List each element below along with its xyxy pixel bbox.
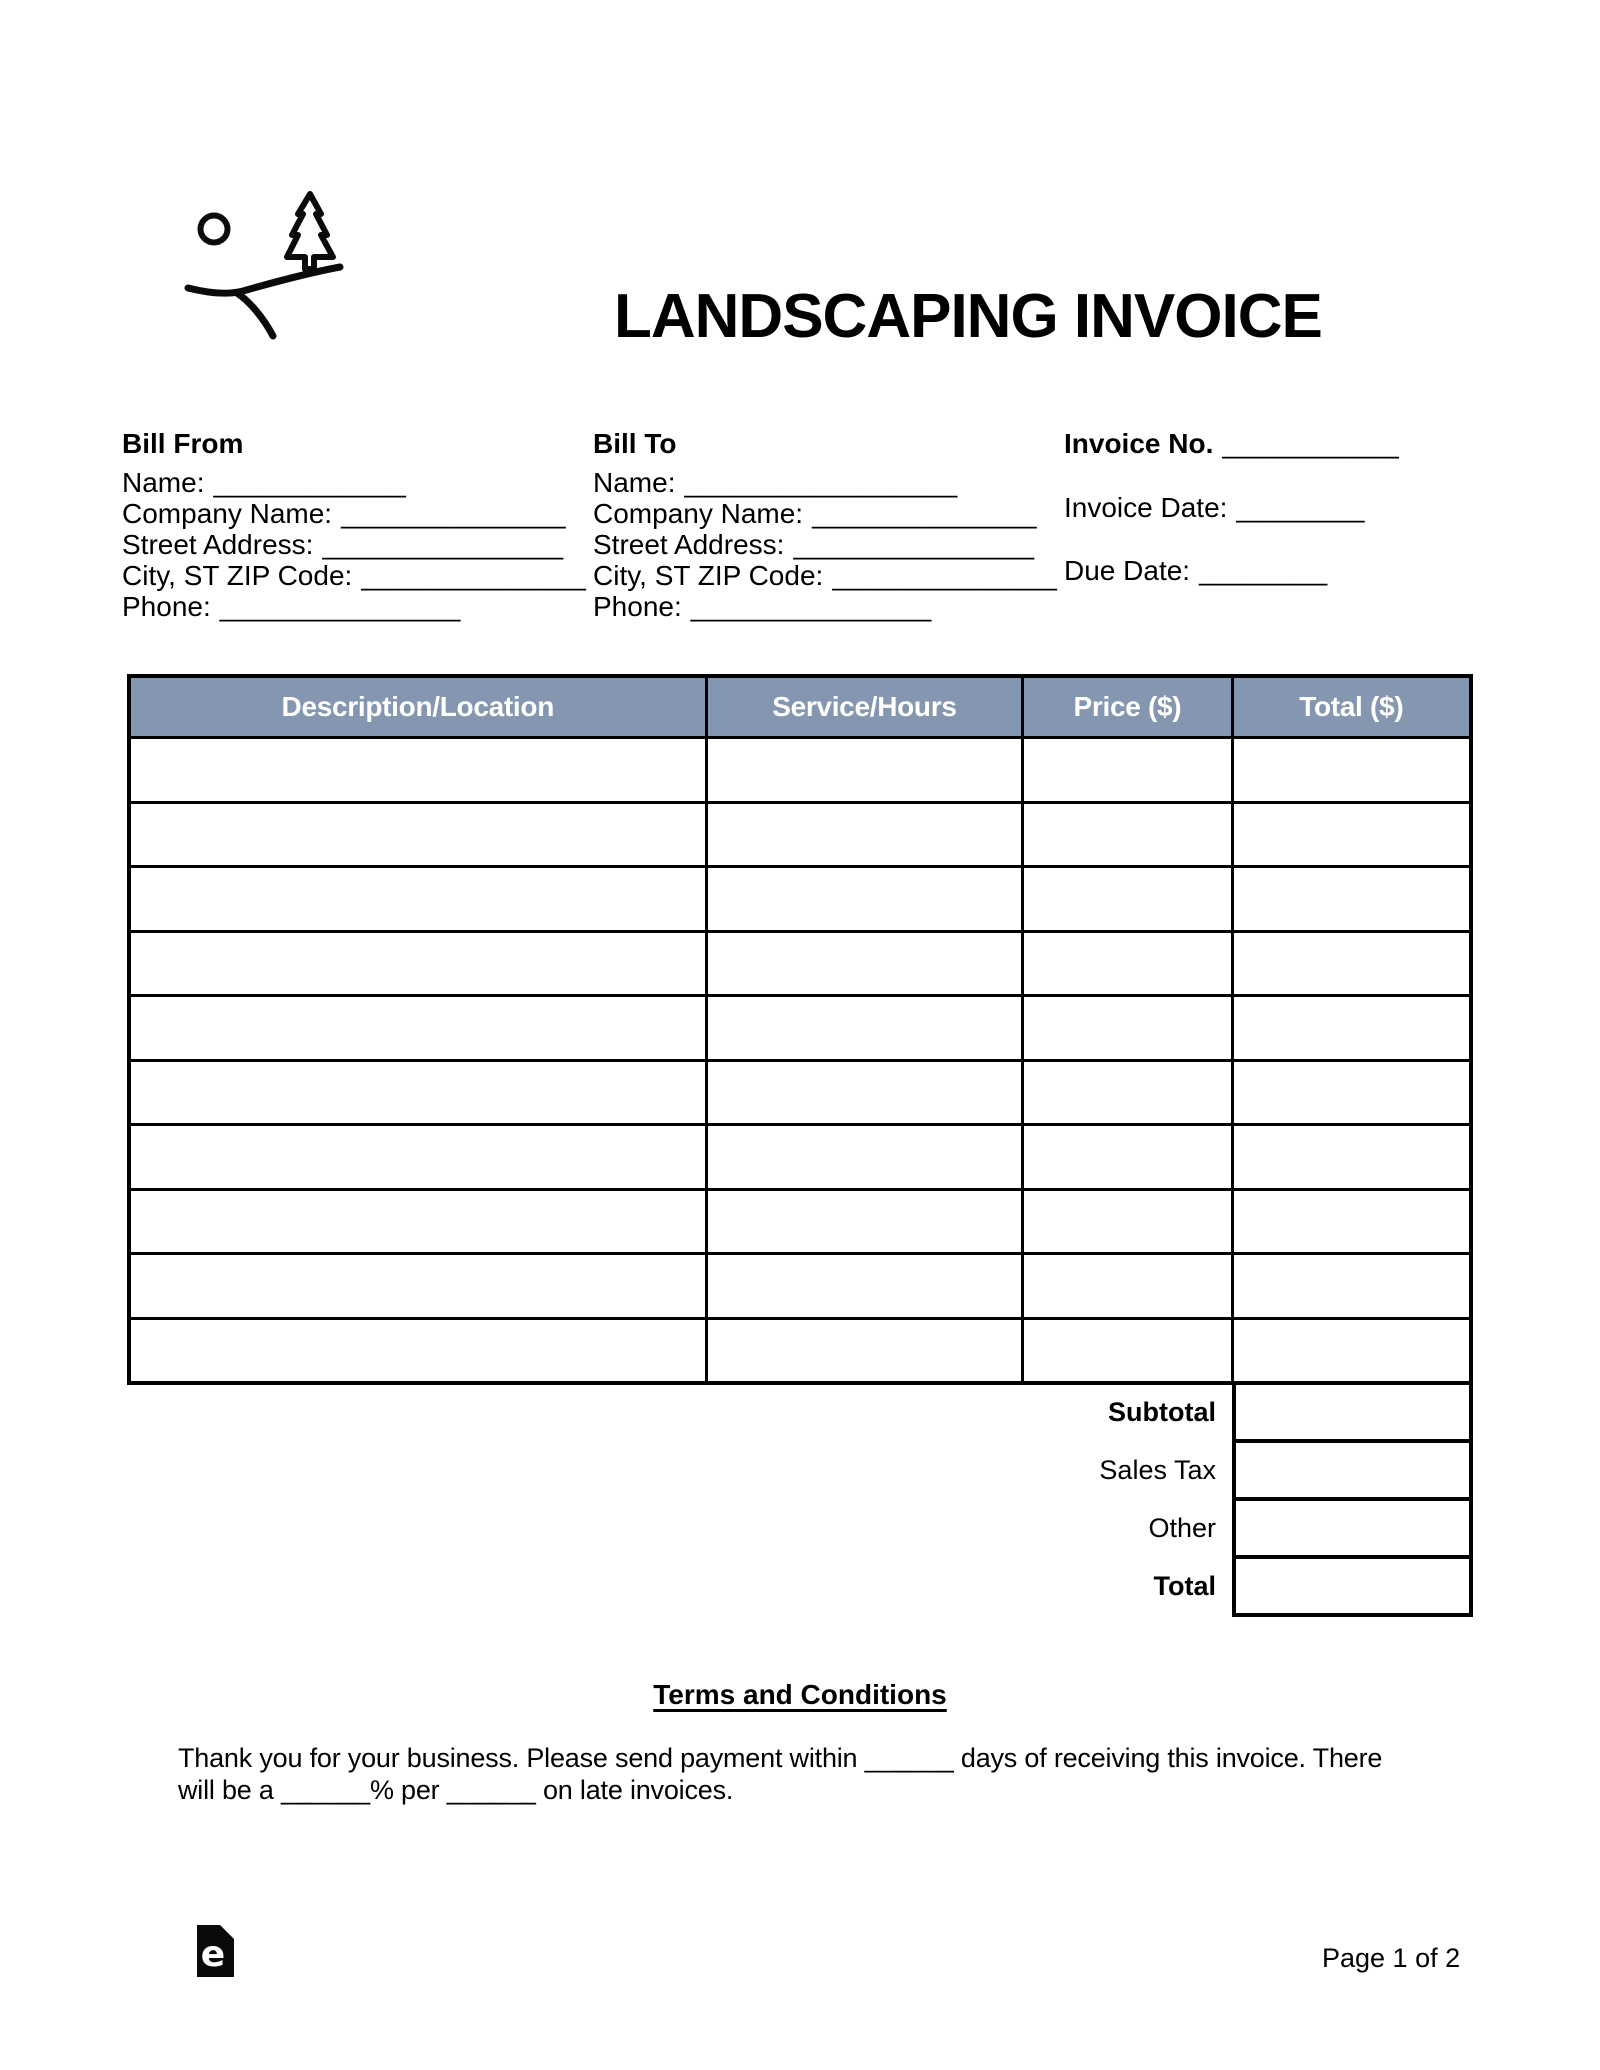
bill-to-phone-line: [593, 591, 1057, 622]
bill-from-city-blank[interactable]: ______________: [361, 560, 587, 591]
hill-slope-line: [237, 293, 273, 336]
field-label: City, ST ZIP Code:: [593, 560, 824, 591]
table-row: [129, 867, 1471, 932]
table-cell[interactable]: [706, 1254, 1023, 1319]
bill-to-company-line: [593, 498, 1057, 529]
sun-icon: [201, 216, 228, 243]
table-cell[interactable]: [1232, 867, 1471, 932]
bill-to-section: [593, 428, 1057, 622]
table-row: [129, 1318, 1471, 1383]
subtotal-label: Subtotal: [1108, 1396, 1216, 1427]
due-date-blank[interactable]: ________: [1199, 555, 1328, 586]
table-cell[interactable]: [1232, 1060, 1471, 1125]
table-cell[interactable]: [129, 867, 706, 932]
header-price: Price ($): [1023, 676, 1232, 738]
table-cell[interactable]: [706, 1318, 1023, 1383]
bill-from-city-line: [122, 560, 586, 591]
subtotal-row: [127, 1381, 1473, 1443]
bill-to-heading: Bill To: [593, 428, 677, 459]
table-header-row: [129, 676, 1471, 738]
field-label: City, ST ZIP Code:: [122, 560, 353, 591]
field-label: Company Name:: [593, 498, 804, 529]
table-cell[interactable]: [1232, 996, 1471, 1061]
table-cell[interactable]: [1232, 1254, 1471, 1319]
field-label: Street Address:: [593, 529, 785, 560]
table-cell[interactable]: [1023, 1125, 1232, 1190]
eforms-letter: e: [200, 1934, 226, 1975]
sales-tax-label: Sales Tax: [1099, 1454, 1216, 1485]
bill-to-name-line: [593, 467, 1057, 498]
bill-to-phone-blank[interactable]: _______________: [690, 591, 932, 622]
bill-from-phone-blank[interactable]: _______________: [219, 591, 461, 622]
table-cell[interactable]: [1232, 1318, 1471, 1383]
table-cell[interactable]: [129, 1189, 706, 1254]
bill-to-street-line: [593, 529, 1057, 560]
bill-to-city-blank[interactable]: ______________: [832, 560, 1058, 591]
page-title: LANDSCAPING INVOICE: [614, 282, 1322, 351]
table-cell[interactable]: [1232, 1125, 1471, 1190]
field-label: Name:: [122, 467, 205, 498]
eforms-logo-icon: [197, 1925, 234, 1977]
table-row: [129, 802, 1471, 867]
table-cell[interactable]: [1023, 996, 1232, 1061]
total-value-box[interactable]: [1232, 1555, 1473, 1617]
invoice-no-label: Invoice No.: [1064, 428, 1214, 459]
table-cell[interactable]: [129, 1125, 706, 1190]
table-cell[interactable]: [1232, 931, 1471, 996]
bill-from-street-blank[interactable]: _______________: [322, 529, 564, 560]
header-service-hours: Service/Hours: [706, 676, 1023, 738]
table-cell[interactable]: [706, 802, 1023, 867]
invoice-date-blank[interactable]: ________: [1236, 492, 1365, 523]
bill-from-name-blank[interactable]: ____________: [213, 467, 407, 498]
table-cell[interactable]: [129, 1254, 706, 1319]
table-cell[interactable]: [1023, 867, 1232, 932]
bill-to-company-blank[interactable]: ______________: [812, 498, 1038, 529]
table-row: [129, 1060, 1471, 1125]
other-value-box[interactable]: [1232, 1497, 1473, 1559]
invoice-info-section: [1064, 428, 1399, 586]
table-cell[interactable]: [1023, 802, 1232, 867]
landscaping-logo-icon: [183, 187, 345, 345]
total-row: [127, 1555, 1473, 1617]
table-cell[interactable]: [1232, 738, 1471, 803]
table-cell[interactable]: [1023, 931, 1232, 996]
bill-from-company-line: [122, 498, 586, 529]
terms-line-1: Thank you for your business. Please send payment within ______ days of receiving this invoice. There: [178, 1743, 1383, 1773]
subtotal-value-box[interactable]: [1232, 1381, 1473, 1443]
table-cell[interactable]: [1023, 1189, 1232, 1254]
table-cell[interactable]: [1023, 1318, 1232, 1383]
table-cell[interactable]: [706, 1125, 1023, 1190]
table-cell[interactable]: [706, 867, 1023, 932]
table-row: [129, 1254, 1471, 1319]
table-cell[interactable]: [1232, 1189, 1471, 1254]
field-label: Street Address:: [122, 529, 314, 560]
field-label: Phone:: [122, 591, 211, 622]
due-date-line: [1064, 555, 1399, 586]
table-cell[interactable]: [706, 996, 1023, 1061]
bill-from-street-line: [122, 529, 586, 560]
table-cell[interactable]: [706, 738, 1023, 803]
pine-tree-icon: [287, 194, 333, 269]
bill-from-heading: Bill From: [122, 428, 244, 459]
field-label: Phone:: [593, 591, 682, 622]
invoice-no-line: [1064, 428, 1399, 459]
terms-heading: Terms and Conditions: [653, 1679, 947, 1710]
table-cell[interactable]: [706, 1189, 1023, 1254]
field-label: Invoice Date:: [1064, 492, 1228, 523]
table-cell[interactable]: [129, 738, 706, 803]
table-cell[interactable]: [1023, 1254, 1232, 1319]
table-row: [129, 1189, 1471, 1254]
invoice-no-blank[interactable]: ___________: [1222, 428, 1400, 459]
table-cell[interactable]: [129, 931, 706, 996]
field-label: Due Date:: [1064, 555, 1191, 586]
header-description-location: Description/Location: [129, 676, 706, 738]
table-cell[interactable]: [706, 931, 1023, 996]
invoice-table-section: [127, 674, 1473, 1617]
header-total: Total ($): [1232, 676, 1471, 738]
terms-paragraph: [178, 1742, 1382, 1806]
bill-from-phone-line: [122, 591, 586, 622]
invoice-date-line: [1064, 492, 1399, 523]
total-label: Total: [1153, 1570, 1216, 1601]
table-row: [129, 1125, 1471, 1190]
table-row: [129, 996, 1471, 1061]
table-cell[interactable]: [1232, 802, 1471, 867]
table-row: [129, 738, 1471, 803]
invoice-table: [127, 674, 1473, 1385]
table-cell[interactable]: [1023, 738, 1232, 803]
table-cell[interactable]: [129, 1060, 706, 1125]
bill-to-street-blank[interactable]: _______________: [793, 529, 1035, 560]
bill-to-city-line: [593, 560, 1057, 591]
bill-from-section: [122, 428, 586, 622]
other-row: [127, 1497, 1473, 1559]
bill-to-name-blank[interactable]: _________________: [684, 467, 958, 498]
table-cell[interactable]: [706, 1060, 1023, 1125]
table-cell[interactable]: [129, 1318, 706, 1383]
page-number: Page 1 of 2: [1322, 1943, 1461, 1973]
bill-from-company-blank[interactable]: ______________: [341, 498, 567, 529]
other-label: Other: [1148, 1512, 1216, 1543]
sales-tax-value-box[interactable]: [1232, 1439, 1473, 1501]
field-label: Company Name:: [122, 498, 333, 529]
table-cell[interactable]: [129, 996, 706, 1061]
terms-line-2: will be a ______% per ______ on late invoices.: [178, 1775, 734, 1805]
bill-from-name-line: [122, 467, 586, 498]
table-row: [129, 931, 1471, 996]
table-cell[interactable]: [1023, 1060, 1232, 1125]
table-cell[interactable]: [129, 802, 706, 867]
hill-ridge-line: [188, 267, 340, 293]
sales-tax-row: [127, 1439, 1473, 1501]
field-label: Name:: [593, 467, 676, 498]
